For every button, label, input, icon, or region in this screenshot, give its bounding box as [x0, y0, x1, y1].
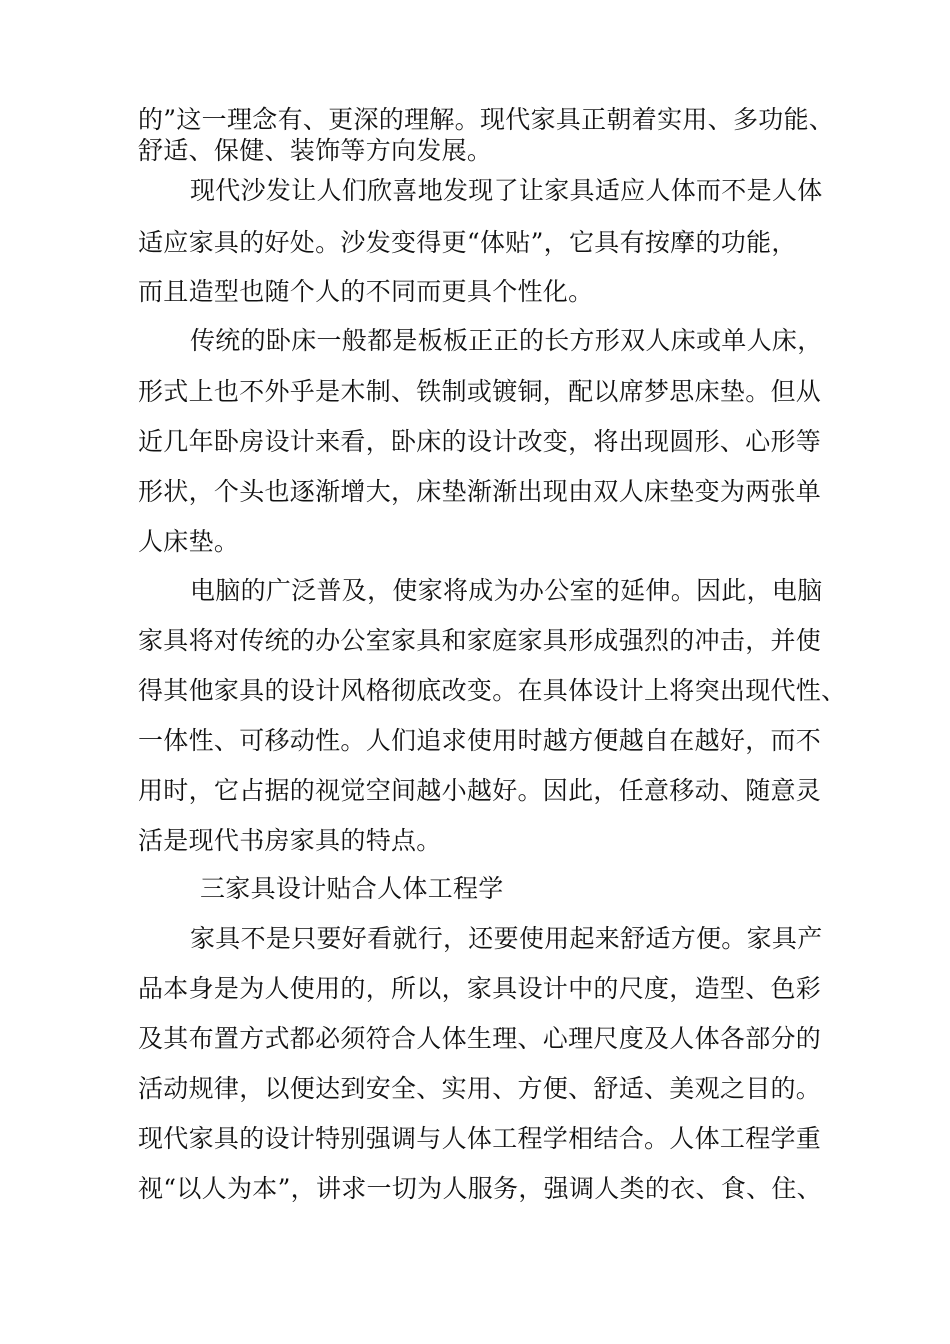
text-line: 用时，它占据的视觉空间越小越好。因此，任意移动、随意灵 — [138, 776, 822, 805]
text-line: 家具将对传统的办公室家具和家庭家具形成强烈的冲击，并使 — [138, 626, 822, 655]
text-line: 活动规律，以便达到安全、实用、方便、舒适、美观之目的。 — [138, 1074, 822, 1103]
text-line: 舒适、保健、装饰等方向发展。 — [138, 136, 493, 165]
paragraph-first-line: 电脑的广泛普及，使家将成为办公室的延伸。因此，电脑 — [190, 576, 823, 605]
text-line: 及其布置方式都必须符合人体生理、心理尺度及人体各部分的 — [138, 1024, 822, 1053]
text-line: 人床垫。 — [138, 527, 240, 556]
paragraph-first-line: 传统的卧床一般都是板板正正的长方形双人床或单人床， — [190, 326, 823, 355]
text-line: 活是现代书房家具的特点。 — [138, 826, 442, 855]
text-line: 适应家具的好处。沙发变得更“体贴”，它具有按摩的功能， — [138, 228, 797, 257]
text-line: 形状，个头也逐渐增大，床垫渐渐出现由双人床垫变为两张单 — [138, 477, 822, 506]
text-line: 品本身是为人使用的，所以，家具设计中的尺度，造型、色彩 — [138, 974, 822, 1003]
text-line: 近几年卧房设计来看，卧床的设计改变，将出现圆形、心形等 — [138, 427, 822, 456]
section-heading: 三家具设计贴合人体工程学 — [200, 874, 504, 903]
paragraph-first-line: 家具不是只要好看就行，还要使用起来舒适方便。家具产 — [190, 924, 823, 953]
text-line: 一体性、可移动性。人们追求使用时越方便越自在越好，而不 — [138, 726, 822, 755]
text-line: 视“以人为本”，讲求一切为人服务，强调人类的衣、食、住、 — [138, 1174, 822, 1203]
text-line: 的”这一理念有、更深的理解。现代家具正朝着实用、多功能、 — [138, 105, 835, 134]
text-line: 形式上也不外乎是木制、铁制或镀铜，配以席梦思床垫。但从 — [138, 377, 822, 406]
text-line: 现代家具的设计特别强调与人体工程学相结合。人体工程学重 — [138, 1124, 822, 1153]
text-line: 得其他家具的设计风格彻底改变。在具体设计上将突出现代性、 — [138, 676, 847, 705]
paragraph-first-line: 现代沙发让人们欣喜地发现了让家具适应人体而不是人体 — [190, 176, 823, 205]
text-line: 而且造型也随个人的不同而更具个性化。 — [138, 277, 594, 306]
